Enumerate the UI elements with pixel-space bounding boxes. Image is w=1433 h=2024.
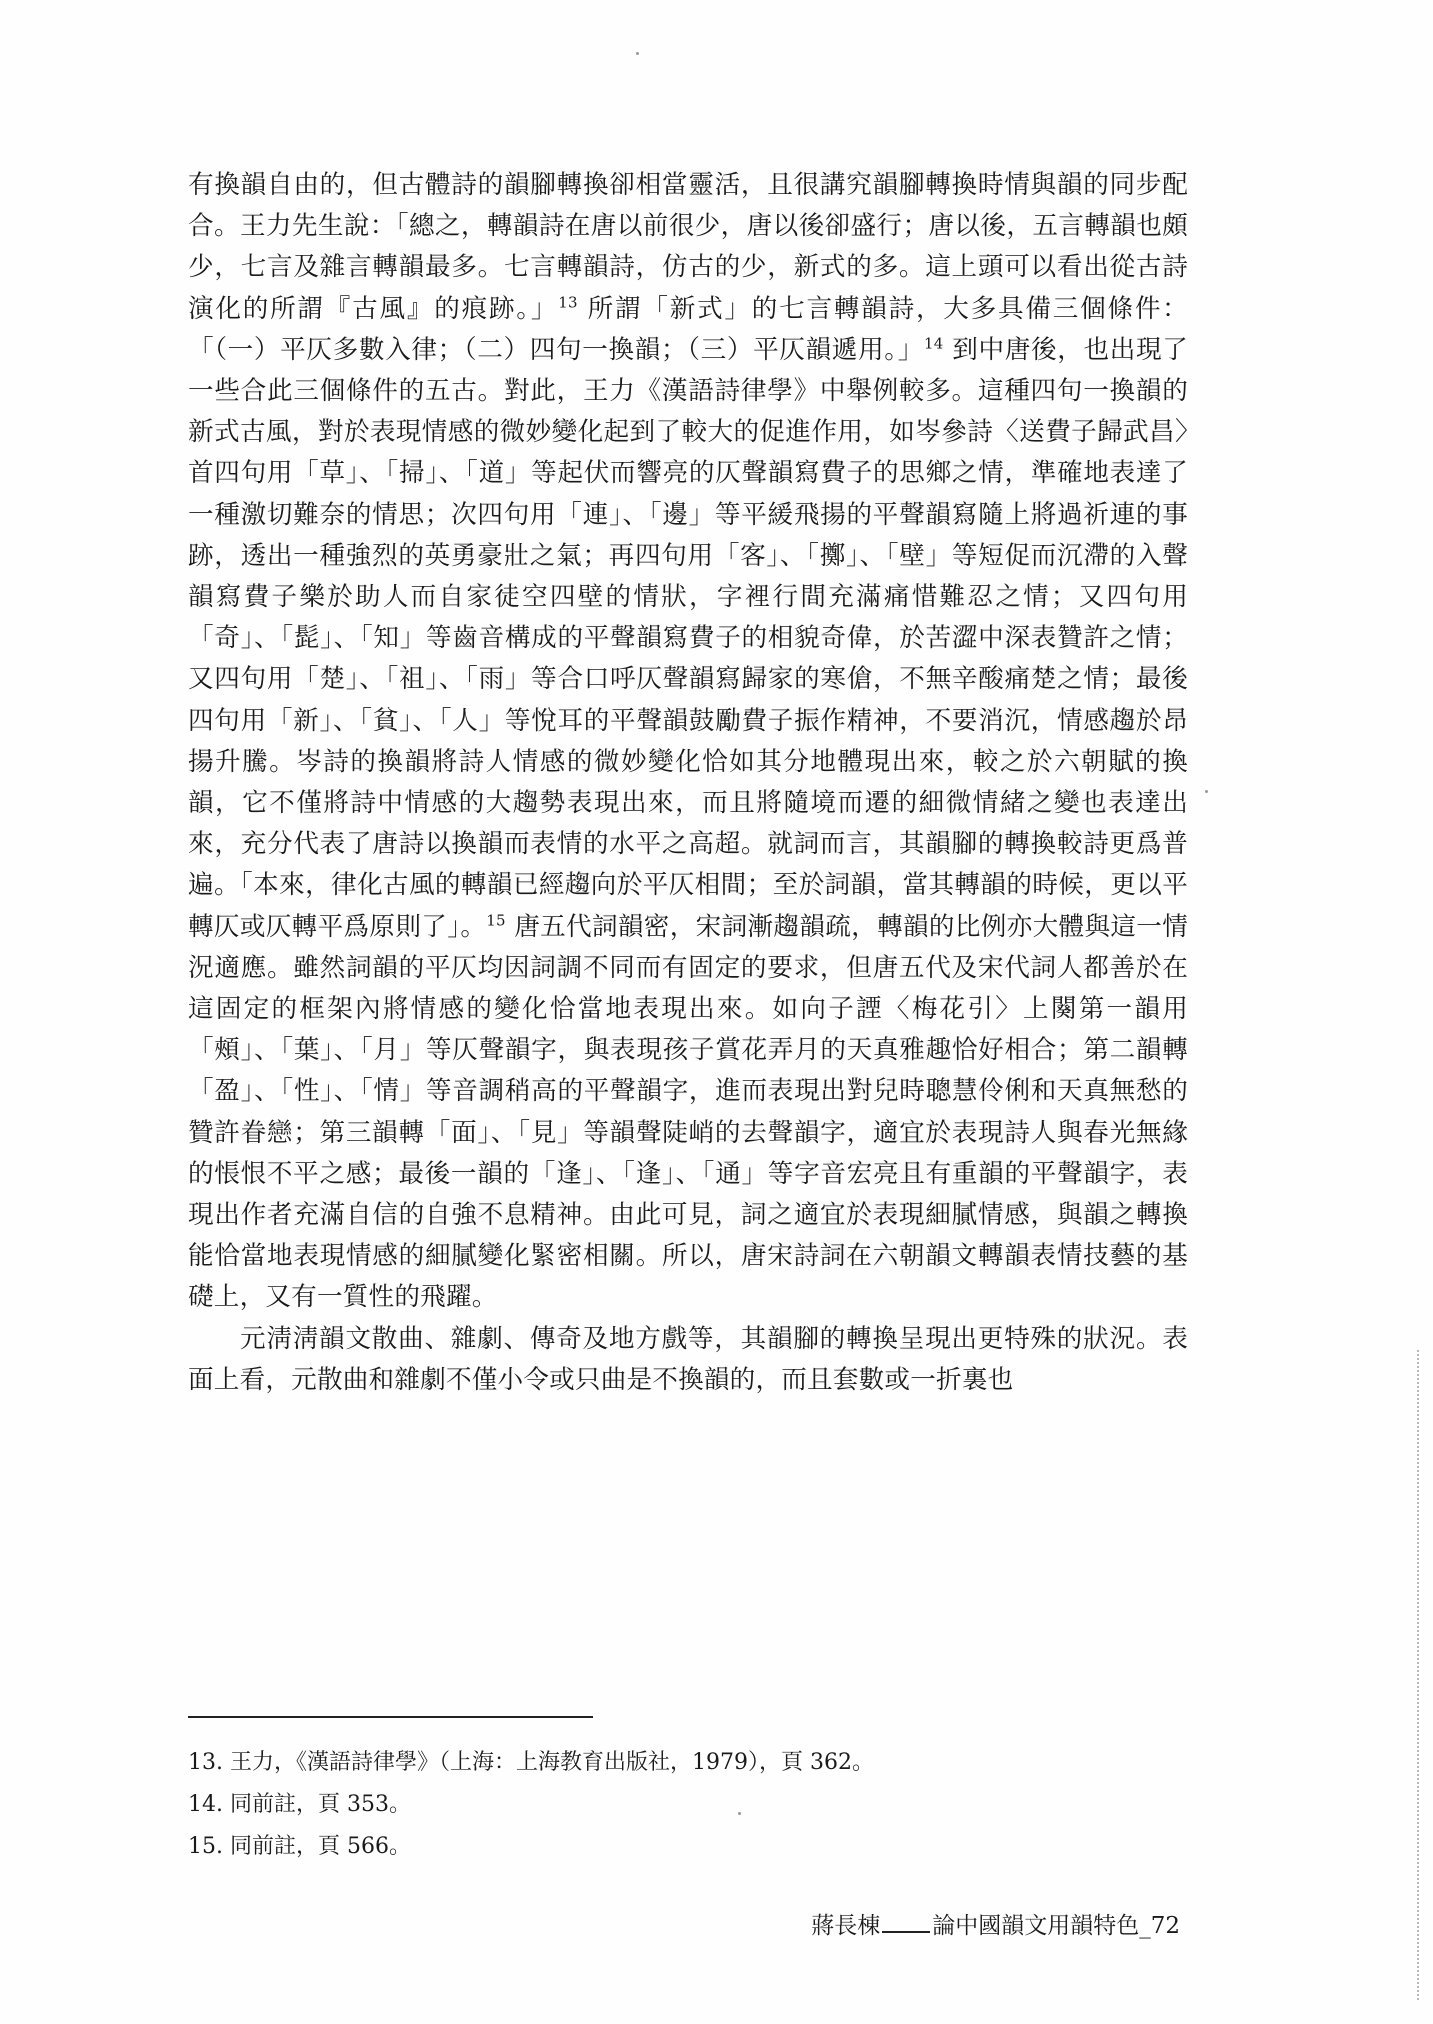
- footnote-divider: [188, 1716, 593, 1718]
- paragraph-1-text-a: 有換韻自由的，但古體詩的韻腳轉換卻相當靈活，且很講究韻腳轉換時情與韻的同步配合。王力先生說：「總之，轉韻詩在唐以前很少，唐以後卻盛行；唐以後，五言轉韻也頗少，七言及雜言轉韻最多。七言轉韻詩，仿古的少，新式的多。這上頭可以看出從古詩演化的所謂『古風』的痕跡。」: [188, 170, 1188, 324]
- body-text: [188, 165, 1188, 1401]
- footnote-15: 15. 同前註，頁 566。: [188, 1834, 411, 1859]
- footnotes: [188, 1742, 1188, 1868]
- paragraph-1-text-b: 所謂「新式」的七言轉韻詩，大多具備三個條件：「（一）平仄多數入律；（二）四句一換韻；（三）平仄韻遞用。」: [188, 293, 1188, 365]
- scan-edge-artifact: [1417, 1350, 1419, 2000]
- footnote-14: 14. 同前註，頁 353。: [188, 1792, 411, 1817]
- footer-title-page: 論中國韻文用韻特色_72: [932, 1913, 1180, 1939]
- paragraph-1-text-c: 到中唐後，也出現了一些合此三個條件的五古。對此，王力《漢語詩律學》中舉例較多。這種四句一換韻的新式古風，對於表現情感的微妙變化起到了較大的促進作用，如岑參詩〈送費子歸武昌〉首四句用「草」、「掃」、「道」等起伏而響亮的仄聲韻寫費子的思鄉之情，準確地表達了一種激切難奈的情思；次四句用「連」、「邊」等平緩飛揚的平聲韻寫隨上將過祈連的事跡，透出一種強烈的英勇豪壯之氣；再四句用「客」、「擲」、「壁」等短促而沉滯的入聲韻寫費子樂於助人而自家徒空四壁的情狀，字裡行間充滿痛惜難忍之情；又四句用「奇」、「髭」、「知」等齒音構成的平聲韻寫費子的相貌奇偉，於苦澀中深表贊許之情；又四句用「楚」、「祖」、「雨」等合口呼仄聲韻寫歸家的寒傖，不無辛酸痛楚之情；最後四句用「新」、「貧」、「人」等悅耳的平聲韻鼓勵費子振作精神，不要消沉，情感趨於昂揚升騰。岑詩的換韻將詩人情感的微妙變化恰如其分地體現出來，較之於六朝賦的換韻，它不僅將詩中情感的大趨勢表現出來，而且將隨境而遷的細微情緒之變也表達出來，充分代表了唐詩以換韻而表情的水平之高超。就詞而言，其韻腳的轉換較詩更爲普遍。「本來，律化古風的轉韻已經趨向於平仄相間；至於詞韻，當其轉韻的時候，更以平轉仄或仄轉平爲原則了」。: [188, 334, 1188, 942]
- paragraph-1: [188, 165, 1188, 1319]
- scan-speck: [1205, 790, 1208, 793]
- paragraph-2: 元淸淸韻文散曲、雜劇、傳奇及地方戲等，其韻腳的轉換呈現出更特殊的狀況。表面上看，元散曲和雜劇不僅小令或只曲是不換韻的，而且套數或一折裏也: [188, 1323, 1188, 1395]
- paragraph-1-text-d: 唐五代詞韻密，宋詞漸趨韻疏，轉韻的比例亦大體與這一情況適應。雖然詞韻的平仄均因詞調不同而有固定的要求，但唐五代及宋代詞人都善於在這固定的框架內將情感的變化恰當地表現出來。如向子諲〈梅花引〉上闋第一韻用「頰」、「葉」、「月」等仄聲韻字，與表現孩子賞花弄月的天真雅趣恰好相合；第二韻轉「盈」、「性」、「情」等音調稍高的平聲韻字，進而表現出對兒時聰慧伶俐和天真無愁的贊許眷戀；第三韻轉「面」、「見」等韻聲陡峭的去聲韻字，適宜於表現詩人與春光無緣的悵恨不平之感；最後一韻的「逢」、「逢」、「通」等字音宏亮且有重韻的平聲韻字，表現出作者充滿自信的自強不息精神。由此可見，詞之適宜於表現細膩情感，與韻之轉換能恰當地表現情感的細膩變化緊密相關。所以，唐宋詩詞在六朝韻文轉韻表情技藝的基礎上，又有一質性的飛躍。: [188, 911, 1188, 1313]
- footer-author: 蔣長棟: [811, 1913, 881, 1939]
- footnote-ref-13[interactable]: 13: [558, 293, 578, 312]
- footer-separator: [882, 1931, 930, 1933]
- running-footer: [811, 1907, 1180, 1940]
- footnote-ref-15[interactable]: 15: [486, 911, 506, 930]
- scan-speck: [738, 1812, 741, 1815]
- footnote-ref-14[interactable]: 14: [924, 334, 944, 353]
- footnote-13: 13. 王力，《漢語詩律學》（上海：上海教育出版社，1979），頁 362。: [188, 1750, 874, 1775]
- scan-speck: [636, 52, 639, 55]
